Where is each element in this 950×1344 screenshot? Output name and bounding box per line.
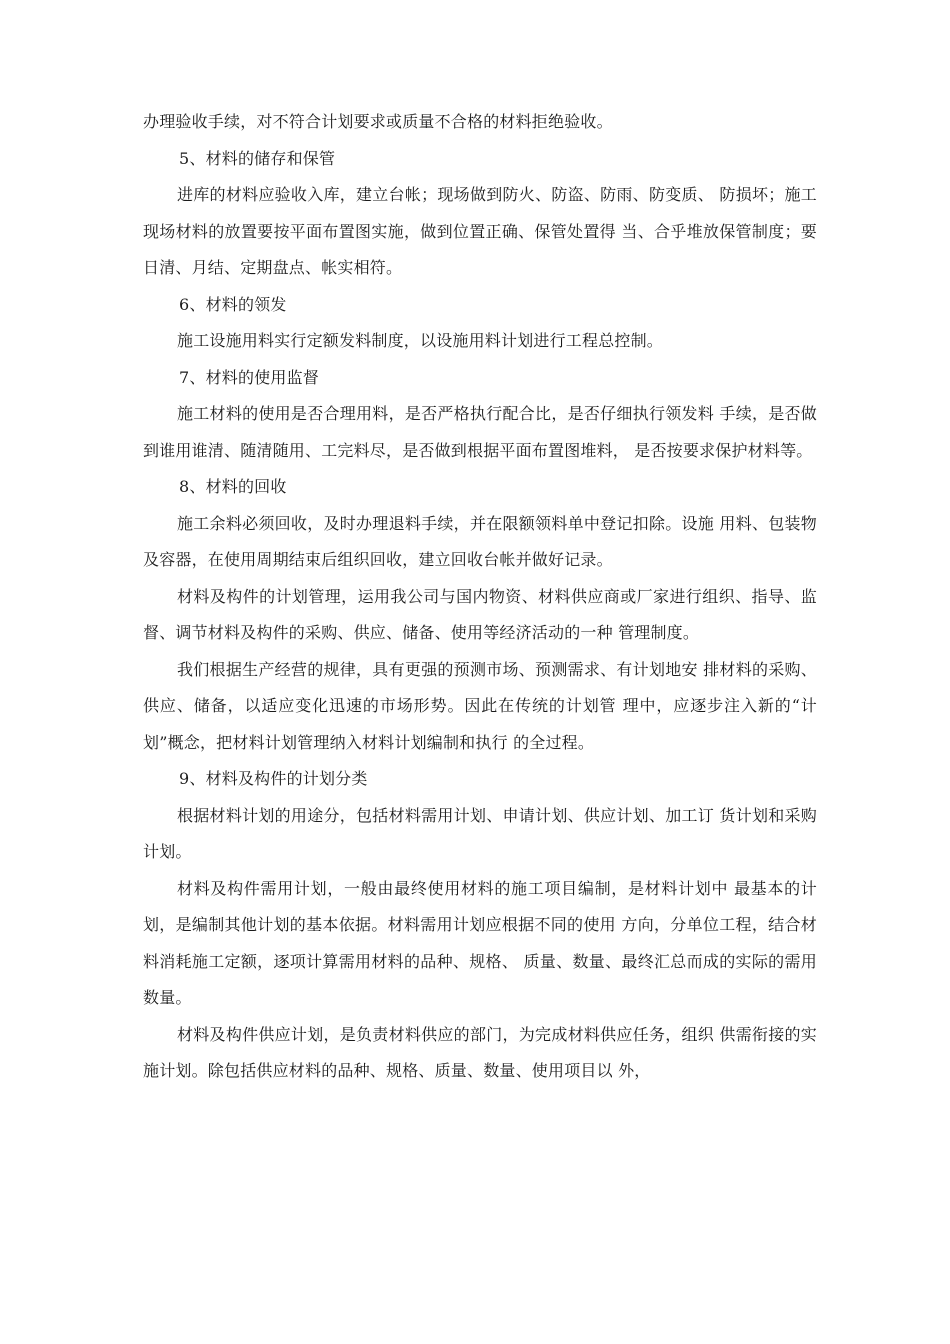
paragraph-market-forecast: 我们根据生产经营的规律，具有更强的预测市场、预测需求、有计划地安 排材料的采购、供应、储备，以适应变化迅速的市场形势。因此在传统的计划管 理中，应逐步注入新的“计划”概念，把材料计划管理纳入材料计划编制和执行 的全过程。 (143, 659, 817, 752)
paragraph-issuing: 施工设施用料实行定额发料制度，以设施用料计划进行工程总控制。 (177, 331, 664, 350)
paragraph-usage-supervision: 施工材料的使用是否合理用料，是否严格执行配合比，是否仔细执行领发料 手续，是否做到谁用谁清、随清随用、工完料尽，是否做到根据平面布置图堆料， 是否按要求保护材料等。 (143, 404, 817, 460)
paragraph-plan-management: 材料及构件的计划管理，运用我公司与国内物资、材料供应商或厂家进行组织、指导、监督、调节材料及构件的采购、供应、储备、使用等经济活动的一种 管理制度。 (143, 586, 817, 642)
section-heading-5: 5、材料的储存和保管 (179, 148, 336, 168)
document-body (143, 104, 817, 1090)
paragraph-supply-plan: 材料及构件供应计划，是负责材料供应的部门，为完成材料供应任务，组织 供需衔接的实施计划。除包括供应材料的品种、规格、质量、数量、使用项目以 外， (143, 1024, 817, 1080)
section-heading-6: 6、材料的领发 (179, 294, 287, 314)
section-heading-8: 8、材料的回收 (179, 477, 287, 496)
section-heading-7: 7、材料的使用监督 (179, 367, 319, 387)
paragraph-storage: 进库的材料应验收入库，建立台帐；现场做到防火、防盗、防雨、防变质、 防损坏；施工现场材料的放置要按平面布置图实施，做到位置正确、保管处置得 当、合乎堆放保管制度；要日清、月结、定期盘点、帐实相符。 (143, 185, 817, 277)
paragraph-demand-plan: 材料及构件需用计划，一般由最终使用材料的施工项目编制，是材料计划中 最基本的计划，是编制其他计划的基本依据。材料需用计划应根据不同的使用 方向，分单位工程，结合材料消耗施工定额，逐项计算需用材料的品种、规格、 质量、数量、最终汇总而成的实际的需用数量。 (143, 878, 817, 1007)
paragraph-plan-types: 根据材料计划的用途分，包括材料需用计划、申请计划、供应计划、加工订 货计划和采购计划。 (143, 805, 817, 861)
section-heading-9: 9、材料及构件的计划分类 (179, 769, 368, 788)
paragraph-recovery: 施工余料必须回收，及时办理退料手续，并在限额领料单中登记扣除。设施 用料、包装物及容器，在使用周期结束后组织回收，建立回收台帐并做好记录。 (143, 513, 817, 569)
paragraph-continuation: 办理验收手续，对不符合计划要求或质量不合格的材料拒绝验收。 (143, 112, 613, 131)
